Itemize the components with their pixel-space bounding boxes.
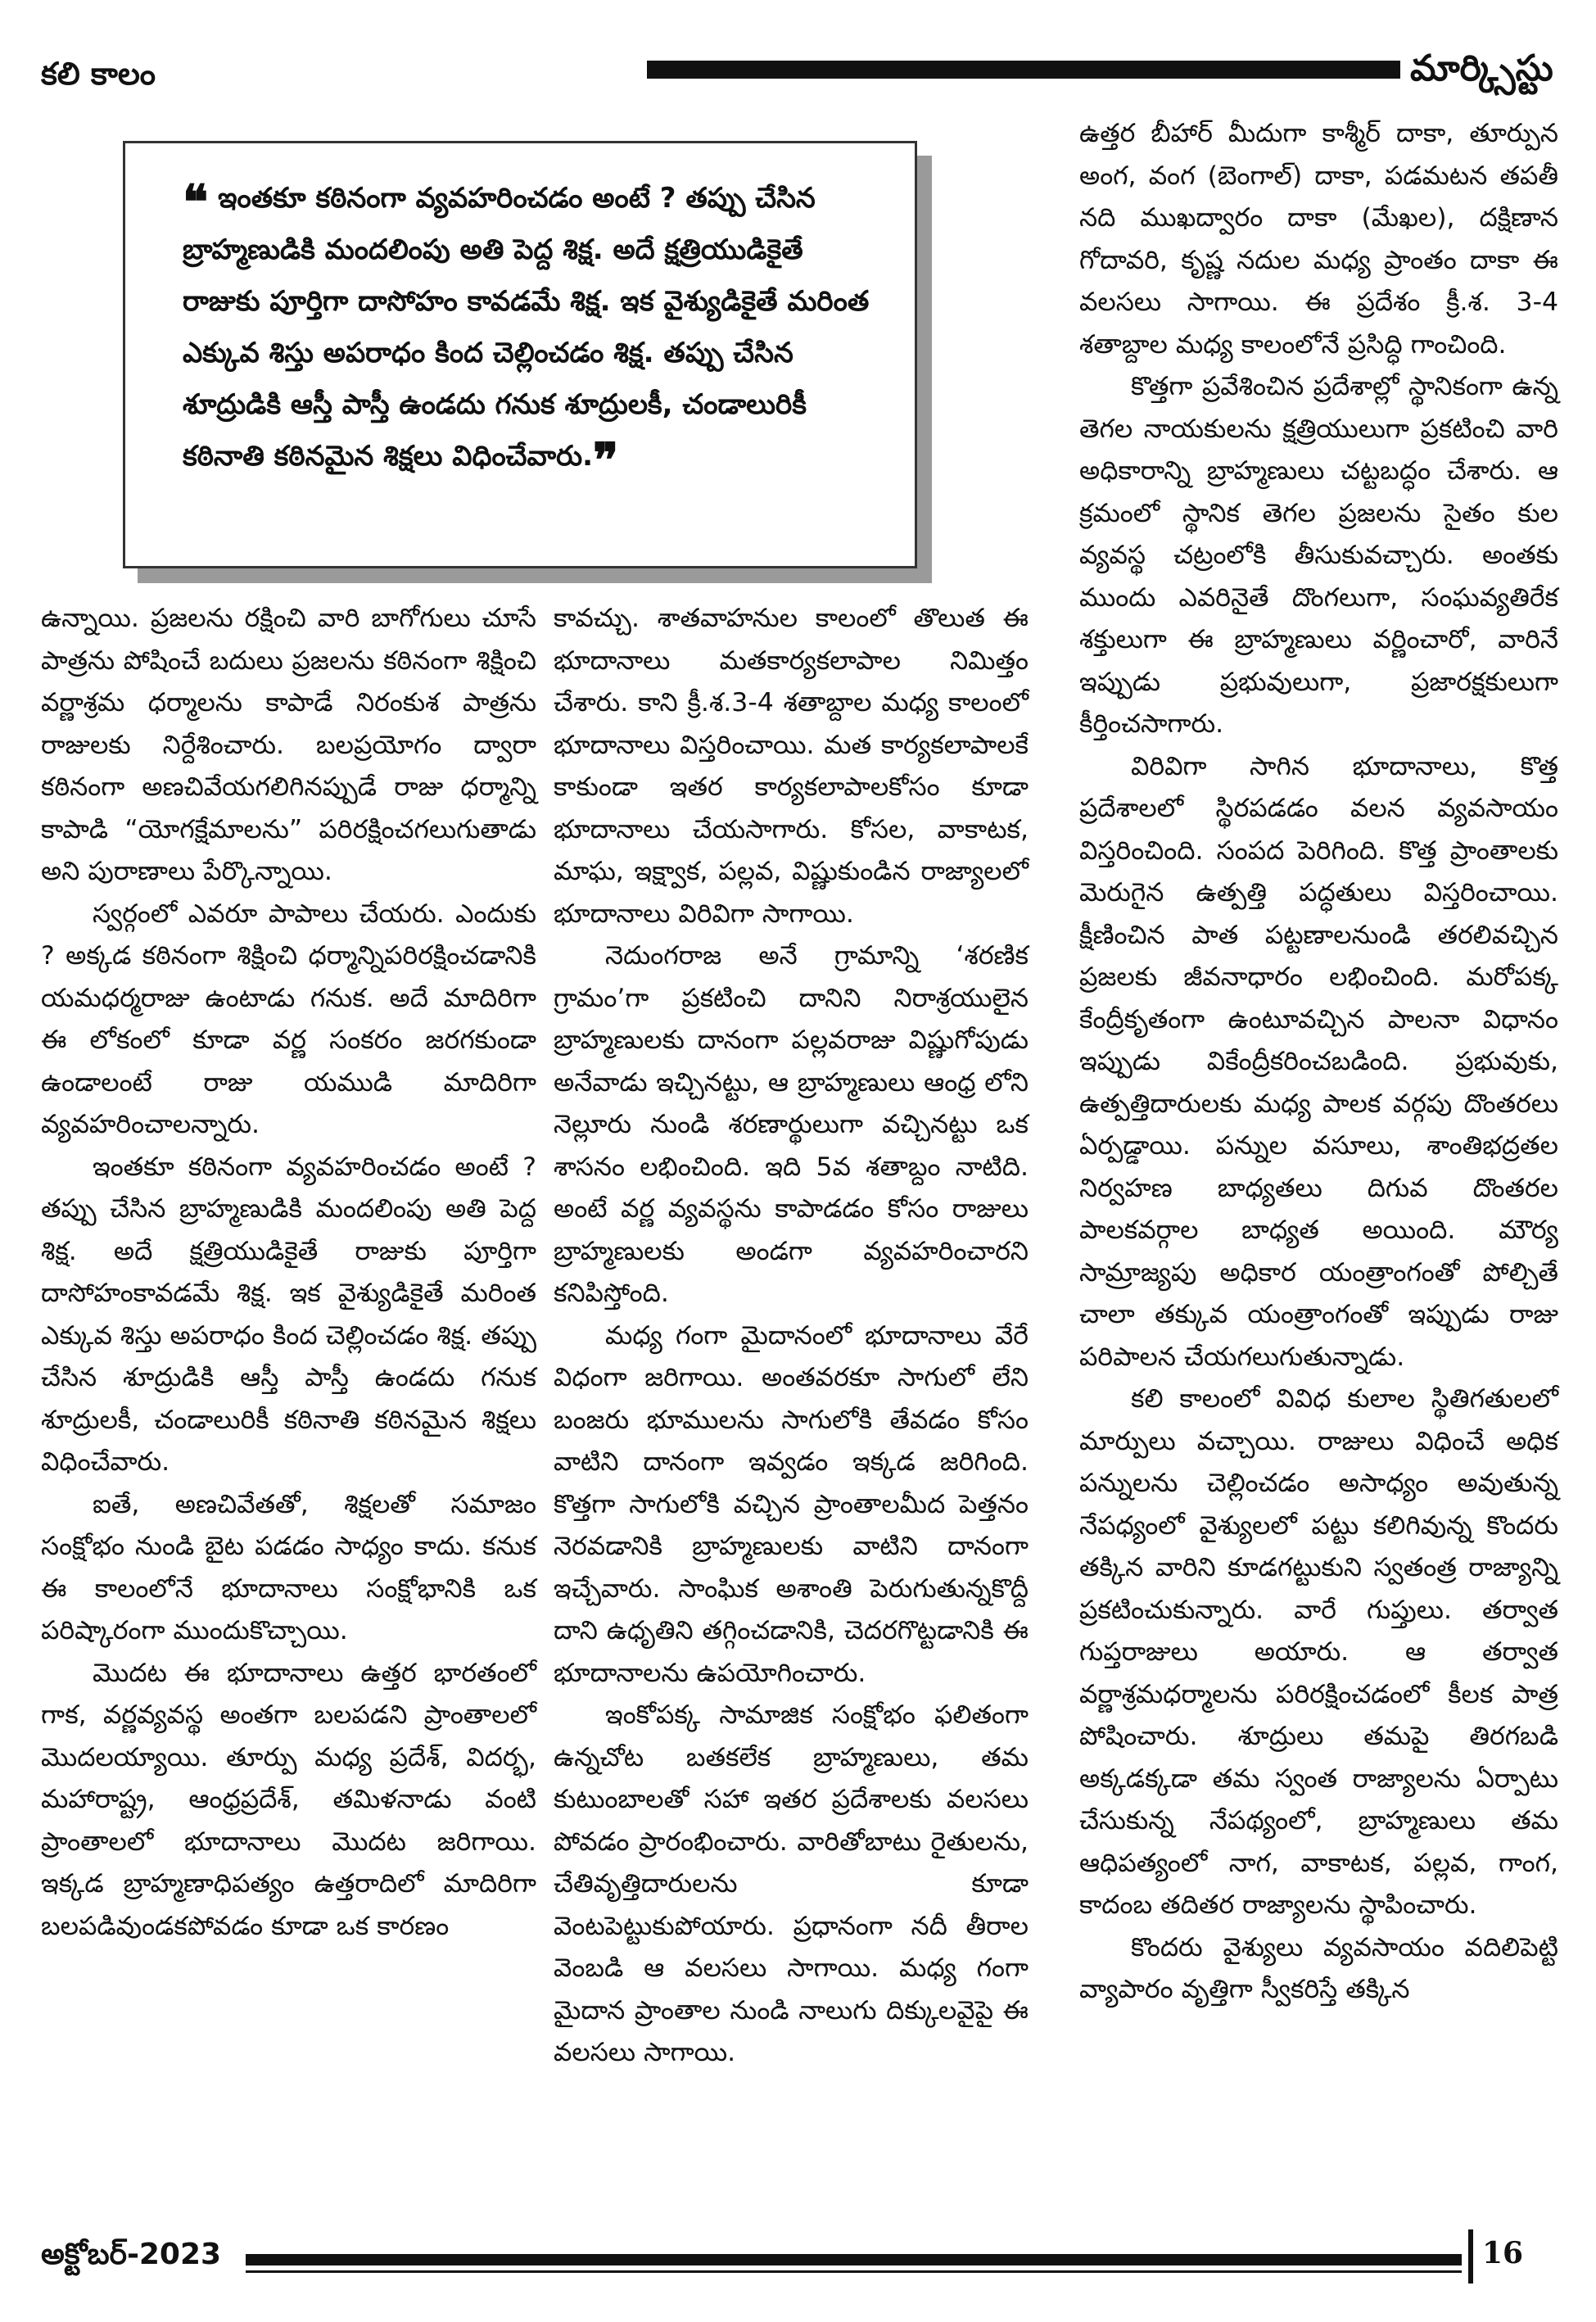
- paragraph: నెదుంగరాజ అనే గ్రామాన్ని ‘శరణిక గ్రామం’గా ప్రకటించి దానిని నిరాశ్రయులైన బ్రాహ్మణులకు దానంగా పల్లవరాజు విష్ణుగోపుడు అనేవాడు ఇచ్చినట్టు, ఆ బ్రాహ్మణులు ఆంధ్ర లోని నెల్లూరు నుండి శరణార్థులుగా వచ్చినట్టు ఒక శాసనం లభించింది. ఇది 5వ శతాబ్దం నాటిది. అంటే వర్ణ వ్యవస్థను కాపాడడం కోసం రాజులు బ్రాహ్మణులకు అండగా వ్యవహరించారని కనిపిస్తోంది.: [554, 941, 1029, 1308]
- paragraph: కావచ్చు. శాతవాహనుల కాలంలో తొలుత ఈ భూదానాలు మతకార్యకలాపాల నిమిత్తం చేశారు. కాని క్రీ.శ.3-4 శతాబ్దాల మధ్య కాలంలో భూదానాలు విస్తరించాయి. మత కార్యకలాపాలకే కాకుండా ఇతర కార్యకలాపాలకోసం కూడా భూదానాలు చేయసాగారు. కోసల, వాకాటక, మాఘ, ఇక్ష్వాక, పల్లవ, విష్ణుకుండిన రాజ్యాలలో భూదానాలు విరివిగా సాగాయి.: [554, 604, 1029, 929]
- open-quote-icon: ❝: [183, 174, 209, 230]
- footer-rule: [246, 2254, 1462, 2265]
- issue-date: అక్టోబర్-2023: [41, 2238, 222, 2271]
- header-rule: [647, 61, 1400, 79]
- pull-quote: [183, 173, 879, 488]
- paragraph: కొత్తగా ప్రవేశించిన ప్రదేశాల్లో స్థానికంగా ఉన్న తెగల నాయకులను క్షత్రియులుగా ప్రకటించి వారి అధికారాన్ని బ్రాహ్మణులు చట్టబద్ధం చేశారు. ఆ క్రమంలో స్థానిక తెగల ప్రజలను సైతం కుల వ్యవస్థ చట్రంలోకి తీసుకువచ్చారు. అంతకు ముందు ఎవరినైతే దొంగలుగా, సంఘవ్యతిరేక శక్తులుగా ఈ బ్రాహ్మణులు వర్ణించారో, వారినే ఇప్పుడు ప్రభువులుగా, ప్రజారక్షకులుగా కీర్తించసాగారు.: [1079, 372, 1558, 739]
- paragraph: కొందరు వైశ్యులు వ్యవసాయం వదిలిపెట్టి వ్యాపారం వృత్తిగా స్వీకరిస్తే తక్కిన: [1079, 1932, 1558, 2004]
- pull-quote-box: [123, 141, 917, 568]
- column-middle: [554, 598, 1029, 2075]
- paragraph: ఇంకోపక్క సామాజిక సంక్షోభం ఫలితంగా ఉన్నచోట బతకలేక బ్రాహ్మణులు, తమ కుటుంబాలతో సహా ఇతర ప్రదేశాలకు వలసలు పోవడం ప్రారంభించారు. వారితోబాటు రైతులను, చేతివృత్తిదారులను కూడా వెంటపెట్టుకుపోయారు. ప్రధానంగా నదీ తీరాల వెంబడి ఆ వలసలు సాగాయి. మధ్య గంగా మైదాన ప్రాంతాల నుండి నాలుగు దిక్కులవైపై ఈ వలసలు సాగాయి.: [554, 1700, 1029, 2067]
- paragraph: విరివిగా సాగిన భూదానాలు, కొత్త ప్రదేశాలలో స్థిరపడడం వలన వ్యవసాయం విస్తరించింది. సంపద పెరిగింది. కొత్త ప్రాంతాలకు మెరుగైన ఉత్పత్తి పద్ధతులు విస్తరించాయి. క్షీణించిన పాత పట్టణాలనుండి తరలివచ్చిన ప్రజలకు జీవనాధారం లభించింది. మరోపక్క కేంద్రీకృతంగా ఉంటూవచ్చిన పాలనా విధానం ఇప్పుడు వికేంద్రీకరించబడింది. ప్రభువుకు, ఉత్పత్తిదారులకు మధ్య పాలక వర్గపు దొంతరలు ఏర్పడ్డాయి. పన్నుల వసూలు, శాంతిభద్రతల నిర్వహణ బాధ్యతలు దిగువ దొంతరల పాలకవర్గాల బాధ్యత అయింది. మౌర్య సామ్రాజ్యపు అధికార యంత్రాంగంతో పోల్చితే చాలా తక్కువ యంత్రాంగంతో ఇప్పుడు రాజు పరిపాలన చేయగలుగుతున్నాడు.: [1079, 751, 1558, 1372]
- paragraph: స్వర్గంలో ఎవరూ పాపాలు చేయరు. ఎందుకు ? అక్కడ కఠినంగా శిక్షించి ధర్మాన్నిపరిరక్షించడానికి యమధర్మరాజు ఉంటాడు గనుక. అదే మాదిరిగా ఈ లోకంలో కూడా వర్ణ సంకరం జరగకుండా ఉండాలంటే రాజు యముడి మాదిరిగా వ్యవహరించాలన్నారు.: [41, 898, 536, 1139]
- paragraph: ఇంతకూ కఠినంగా వ్యవహరించడం అంటే ? తప్పు చేసిన బ్రాహ్మణుడికి మందలింపు అతి పెద్ద శిక్ష. అదే క్షత్రియుడికైతే రాజుకు పూర్తిగా దాసోహంకావడమే శిక్ష. ఇక వైశ్యుడికైతే మరింత ఎక్కువ శిస్తు అపరాధం కింద చెల్లించడం శిక్ష. తప్పు చేసిన శూద్రుడికి ఆస్తీ పాస్తీ ఉండదు గనుక శూద్రులకీ, చండాలురికీ కఠినాతి కఠినమైన శిక్షలు విధించేవారు.: [41, 1152, 536, 1477]
- close-quote-icon: ❞: [593, 432, 619, 488]
- column-left: [41, 598, 536, 1948]
- column-right: [1079, 113, 1558, 2012]
- footer-rule-thin: [246, 2270, 1462, 2273]
- page-number: 16: [1482, 2236, 1524, 2270]
- paragraph: కలి కాలంలో వివిధ కులాల స్థితిగతులలో మార్పులు వచ్చాయి. రాజులు విధించే అధిక పన్నులను చెల్లించడం అసాధ్యం అవుతున్న నేపధ్యంలో వైశ్యులలో పట్టు కలిగివున్న కొందరు తక్కిన వారిని కూడగట్టుకుని స్వతంత్ర రాజ్యాన్ని ప్రకటించుకున్నారు. వారే గుప్తులు. తర్వాత గుప్తరాజులు అయారు. ఆ తర్వాత వర్ణాశ్రమధర్మాలను పరిరక్షించడంలో కీలక పాత్ర పోషించారు. శూద్రులు తమపై తిరగబడి అక్కడక్కడా తమ స్వంత రాజ్యాలను ఏర్పాటు చేసుకున్న నేపథ్యంలో, బ్రాహ్మణులు తమ ఆధిపత్యంలో నాగ, వాకాటక, పల్లవ, గాంగ, కాదంబ తదితర రాజ్యాలను స్థాపించారు.: [1079, 1384, 1558, 1920]
- paragraph: మధ్య గంగా మైదానంలో భూదానాలు వేరే విధంగా జరిగాయి. అంతవరకూ సాగులో లేని బంజరు భూములను సాగులోకి తేవడం కోసం వాటిని దానంగా ఇవ్వడం ఇక్కడ జరిగింది. కొత్తగా సాగులోకి వచ్చిన ప్రాంతాలమీద పెత్తనం నెరవడానికి బ్రాహ్మణులకు వాటిని దానంగా ఇచ్చేవారు. సాంఘిక అశాంతి పెరుగుతున్నకొద్దీ దాని ఉధృతిని తగ్గించడానికి, చెదరగొట్టడానికి ఈ భూదానాలను ఉపయోగించారు.: [554, 1320, 1029, 1688]
- paragraph: ఉత్తర బీహార్ మీదుగా కాశ్మీర్ దాకా, తూర్పున అంగ, వంగ (బెంగాల్) దాకా, పడమటన తపతీ నది ముఖద్వారం దాకా (మేఖల), దక్షిణాన గోదావరి, కృష్ణ నదుల మధ్య ప్రాంతం దాకా ఈ వలసలు సాగాయి. ఈ ప్రదేశం క్రీ.శ. 3-4 శతాబ్దాల మధ్య కాలంలోనే ప్రసిద్ధి గాంచింది.: [1079, 119, 1558, 360]
- section-title: కలి కాలం: [41, 56, 156, 92]
- footer-divider: [1468, 2229, 1473, 2284]
- paragraph: ఐతే, అణచివేతతో, శిక్షలతో సమాజం సంక్షోభం నుండి బైట పడడం సాధ్యం కాదు. కనుక ఈ కాలంలోనే భూదానాలు సంక్షోభానికి ఒక పరిష్కారంగా ముందుకొచ్చాయి.: [41, 1489, 536, 1645]
- paragraph: ఉన్నాయి. ప్రజలను రక్షించి వారి బాగోగులు చూసే పాత్రను పోషించే బదులు ప్రజలను కఠినంగా శిక్షించి వర్ణాశ్రమ ధర్మాలను కాపాడే నిరంకుశ పాత్రను రాజులకు నిర్దేశించారు. బలప్రయోగం ద్వారా కఠినంగా అణచివేయగలిగినప్పుడే రాజు ధర్మాన్ని కాపాడి “యోగక్షేమాలను” పరిరక్షించగలుగుతాడు అని పురాణాలు పేర్కొన్నాయి.: [41, 604, 536, 886]
- magazine-name: మార్క్సిస్టు: [1410, 48, 1553, 89]
- pull-quote-text: ఇంతకూ కఠినంగా వ్యవహరించడం అంటే ? తప్పు చేసిన బ్రాహ్మణుడికి మందలింపు అతి పెద్ద శిక్ష. అదే క్షత్రియుడికైతే రాజుకు పూర్తిగా దాసోహం కావడమే శిక్ష. ఇక వైశ్యుడికైతే మరింత ఎక్కువ శిస్తు అపరాధం కింద చెల్లించడం శిక్ష. తప్పు చేసిన శూద్రుడికి ఆస్తీ పాస్తీ ఉండదు గనుక శూద్రులకీ, చండాలురికీ కఠినాతి కఠినమైన శిక్షలు విధించేవారు.: [183, 182, 870, 473]
- paragraph: మొదట ఈ భూదానాలు ఉత్తర భారతంలో గాక, వర్ణవ్యవస్థ అంతగా బలపడని ప్రాంతాలలో మొదలయ్యాయి. తూర్పు మధ్య ప్రదేశ్, విదర్భ, మహారాష్ట్ర, ఆంధ్రప్రదేశ్, తమిళనాడు వంటి ప్రాంతాలలో భూదానాలు మొదట జరిగాయి. ఇక్కడ బ్రాహ్మణాధిపత్యం ఉత్తరాదిలో మాదిరిగా బలపడివుండకపోవడం కూడా ఒక కారణం: [41, 1658, 536, 1941]
